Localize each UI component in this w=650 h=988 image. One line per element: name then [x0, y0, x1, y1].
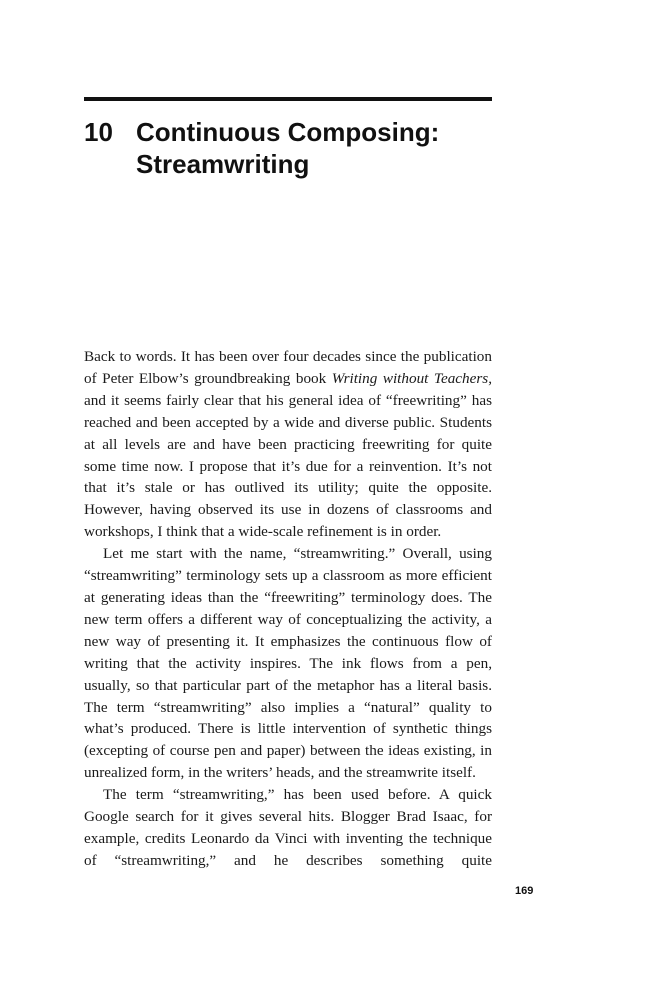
chapter-title-line-1: Continuous Composing:	[136, 117, 440, 147]
paragraph-1-text-a: Back to words. It has been over four decades since the publication of Peter Elbow’s groundbreaking book	[84, 348, 492, 387]
chapter-title-line-2: Streamwriting	[136, 149, 310, 179]
body-text	[84, 346, 492, 872]
chapter-title	[136, 116, 496, 180]
chapter-number: 10	[84, 117, 113, 147]
book-title: Writing without Teachers	[331, 369, 489, 387]
paragraph-2: Let me start with the name, “streamwriting.” Overall, using “streamwriting” terminology sets up a classroom as more efficient at generating ideas than the “freewriting” terminology does. The new term offers a different way of conceptualizing the activity, a new way of presenting it. It emphasizes the continuous flow of writing that the activity inspires. The ink flows from a pen, usually, so that particular part of the metaphor has a literal basis. The term “streamwriting” also implies a “natural” quality to what’s produced. There is little intervention of synthetic things (excepting of course pen and paper) between the ideas existing, in unrealized form, in the writers’ heads, and the streamwrite itself.	[84, 545, 492, 782]
paragraph-1	[84, 346, 492, 543]
chapter-rule	[84, 97, 492, 101]
paragraph-1-text-b: , and it seems fairly clear that his general idea of “freewriting” has reached and been accepted by a wide and diverse public. Students at all levels are and have been practicing freewriting for quite some time now. I propose that it’s due for a reinvention. It’s not that it’s stale or has outlived its utility; quite the opposite. However, having observed its use in dozens of classrooms and workshops, I think that a wide-scale refinement is in order.	[84, 369, 492, 541]
page-number: 169	[515, 885, 534, 897]
paragraph-3: The term “streamwriting,” has been used before. A quick Google search for it gives several hits. Blogger Brad Isaac, for example, credits Leonardo da Vinci with inventing the technique of “streamwriting,” and he describes something quite	[84, 786, 492, 869]
